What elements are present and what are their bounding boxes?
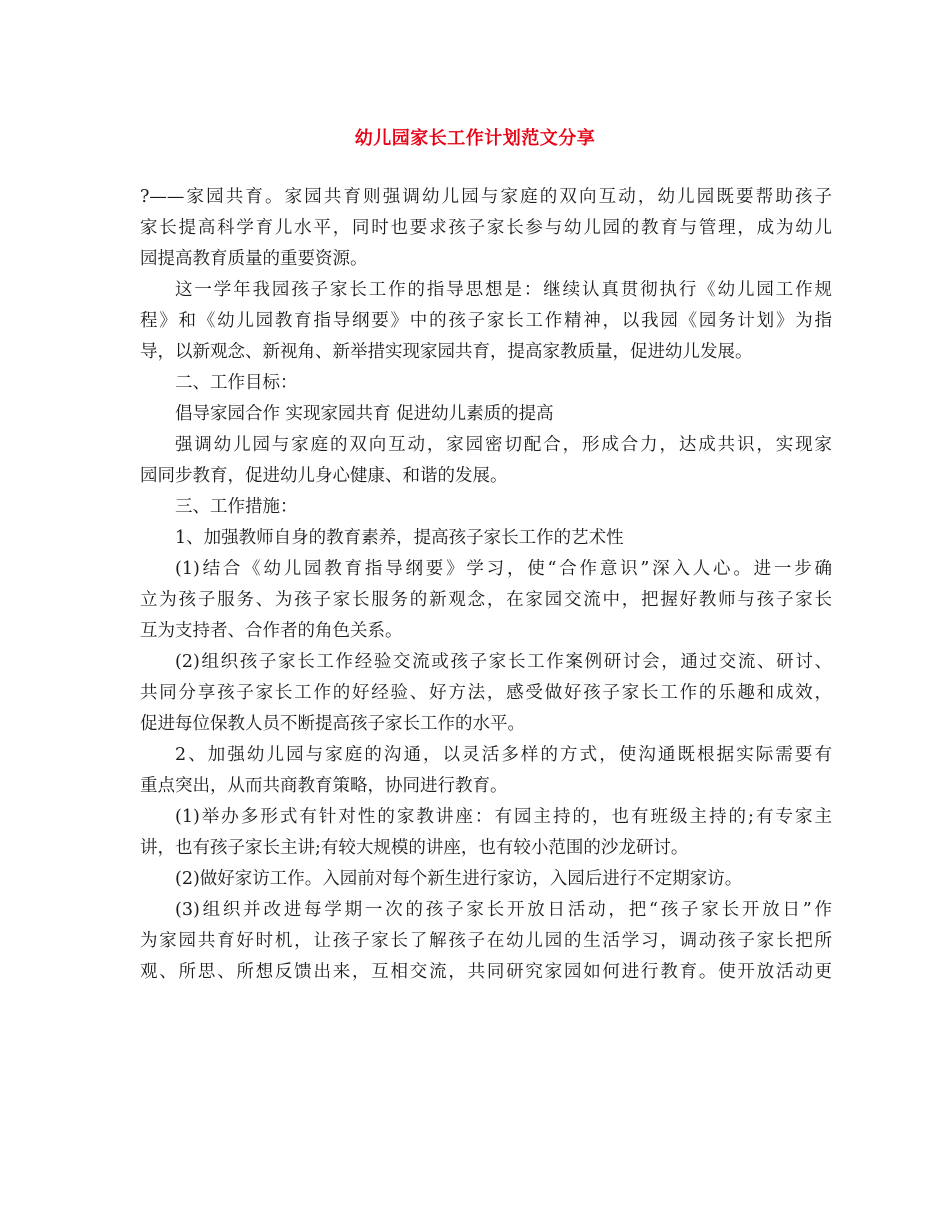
text-line: 立为孩子服务、为孩子家长服务的新观念，在家园交流中，把握好教师与孩子家长	[140, 590, 832, 610]
text-line: 二、工作目标：	[175, 373, 298, 393]
text-line: (2)做好家访工作。入园前对每个新生进行家访，入园后进行不定期家访。	[175, 869, 743, 889]
text-line: 共同分享孩子家长工作的好经验、好方法，感受做好孩子家长工作的乐趣和成效，	[140, 683, 832, 703]
text-line: 这一学年我园孩子家长工作的指导思想是：继续认真贯彻执行《幼儿园工作规	[175, 280, 832, 300]
text-line: 互为支持者、合作者的角色关系。	[140, 621, 403, 641]
text-line: (1)举办多形式有针对性的家教讲座：有园主持的，也有班级主持的;有专家主	[175, 807, 832, 827]
text-line: 促进每位保教人员不断提高孩子家长工作的水平。	[140, 714, 525, 734]
text-line: 三、工作措施：	[175, 497, 298, 517]
text-line: 1、加强教师自身的教育素养，提高孩子家长工作的艺术性	[175, 528, 624, 548]
text-line: 讲，也有孩子家长主讲;有较大规模的讲座，也有较小范围的沙龙研讨。	[140, 838, 689, 858]
text-line: (3)组织并改进每学期一次的孩子家长开放日活动，把“孩子家长开放日”作	[175, 900, 832, 920]
text-line: 为家园共育好时机，让孩子家长了解孩子在幼儿园的生活学习，调动孩子家长把所	[140, 931, 832, 951]
text-line: 园同步教育，促进幼儿身心健康、和谐的发展。	[140, 466, 508, 486]
text-line: (1)结合《幼儿园教育指导纲要》学习，使“合作意识”深入人心。进一步确	[175, 559, 832, 579]
text-line: 倡导家园合作 实现家园共育 促进幼儿素质的提高	[175, 404, 554, 424]
text-line: 观、所思、所想反馈出来，互相交流，共同研究家园如何进行教育。使开放活动更	[140, 962, 832, 982]
text-line: 程》和《幼儿园教育指导纲要》中的孩子家长工作精神，以我园《园务计划》为指	[140, 311, 832, 331]
text-line: 园提高教育质量的重要资源。	[140, 249, 368, 269]
document-body	[140, 182, 832, 988]
text-line: 导，以新观念、新视角、新举措实现家园共育，提高家教质量，促进幼儿发展。	[140, 342, 753, 362]
text-line: 重点突出，从而共商教育策略，协同进行教育。	[140, 776, 508, 796]
document-title: 幼儿园家长工作计划范文分享	[354, 128, 596, 149]
text-line: 2、加强幼儿园与家庭的沟通，以灵活多样的方式，使沟通既根据实际需要有	[175, 745, 832, 765]
text-line: 强调幼儿园与家庭的双向互动，家园密切配合，形成合力，达成共识，实现家	[175, 435, 832, 455]
text-line: (2)组织孩子家长工作经验交流或孩子家长工作案例研讨会，通过交流、研讨、	[175, 652, 832, 672]
text-line: 家长提高科学育儿水平，同时也要求孩子家长参与幼儿园的教育与管理，成为幼儿	[140, 218, 832, 238]
text-line: ?——家园共育。家园共育则强调幼儿园与家庭的双向互动，幼儿园既要帮助孩子	[140, 187, 832, 207]
